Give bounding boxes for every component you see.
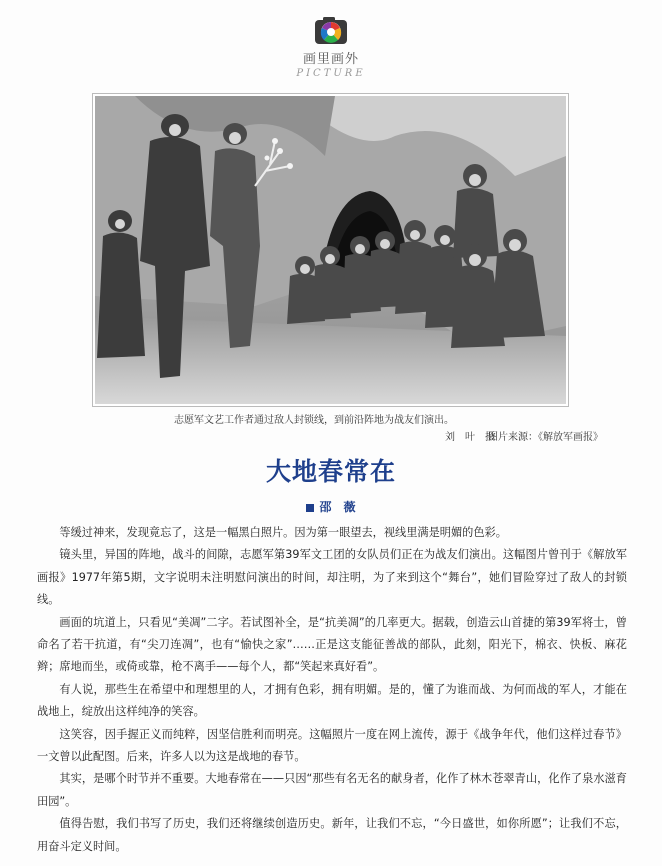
camera-aperture-icon (311, 16, 351, 46)
logo-english-text: PICTURE (296, 68, 366, 79)
author-name: 邵 薇 (319, 500, 356, 514)
paragraph: 值得告慰，我们书写了历史，我们还将继续创造历史。新年，让我们不忘，“今日盛世，如你所愿”；让我们不忘，用奋斗定义时间。 (37, 817, 627, 853)
article-author (0, 498, 662, 515)
photo-credit-source: 图片来源：《解放军画报》 (488, 432, 603, 443)
paragraph: 这笑容，因手握正义而纯粹，因坚信胜利而明亮。这幅照片一度在网上流传，源于《战争年代，他们这样过春节》一文曾以此配图。后来，许多人以为这是战地的春节。 (37, 727, 627, 764)
logo-chinese-text: 画里画外 (302, 52, 359, 67)
photo-caption: 志愿军文艺工作者通过敌人封锁线，到前沿阵地为战友们演出。 (174, 415, 454, 426)
paragraph: 其实，是哪个时节并不重要。大地春常在——只因“那些有名无名的献身者，化作了林木苍翠青山，化作了泉水滋育田园”。 (37, 772, 627, 808)
historical-photo (93, 94, 568, 406)
paragraph: 镜头里，异国的阵地，战斗的间隙，志愿军第39军文工团的女队员们正在为战友们演出。这幅图片曾刊于《解放军画报》1977年第5期，文字说明未注明慰问演出的时间，却注明，为了来到这个“舞台”，她们冒险穿过了敌人的封锁线。 (37, 548, 627, 607)
paragraph: 画面的坑道上，只看见“美凋”二字。若试图补全，是“抗美凋”的几率更大。据载，创造云山首捷的第39军将士，曾命名了若干抗道，有“尖刀连凋”，也有“愉快之家”……正是这支能征善战的部队，此刻，阳光下，棉衣、快板、麻花辫；席地而坐，或倚或靠，枪不离手——每个人，都“笑起来真好看”。 (37, 615, 627, 674)
photo-credit-photographer: 刘 叶 摄 (445, 432, 495, 443)
article-title: 大地春常在 (265, 457, 396, 486)
paragraph: 等缓过神来，发现竟忘了，这是一幅黑白照片。因为第一眼望去，视线里满是明媚的色彩。 (59, 526, 507, 539)
article-body (37, 522, 627, 858)
photo-scene (95, 96, 566, 404)
author-marker-icon (306, 504, 314, 512)
paragraph: 有人说，那些生在希望中和理想里的人，才拥有色彩，拥有明媚。是的，懂了为谁而战、为何而战的军人，才能在战地上，绽放出这样纯净的笑容。 (37, 682, 627, 719)
magazine-logo (0, 16, 662, 79)
